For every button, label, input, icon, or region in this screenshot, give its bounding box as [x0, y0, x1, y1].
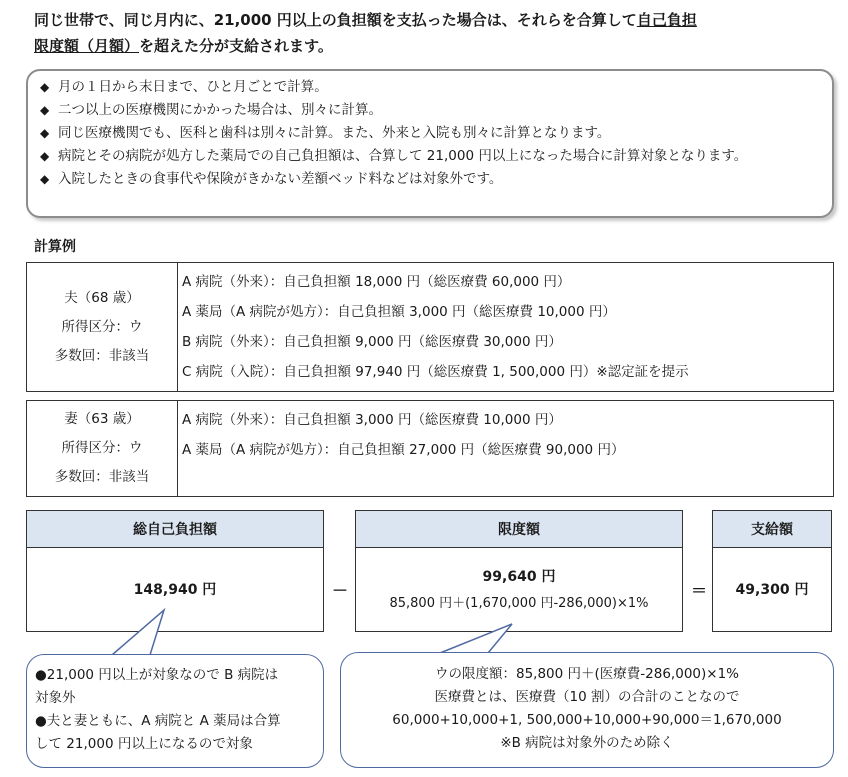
diamond-bullet-icon: ◆	[40, 149, 50, 163]
payout-value: 49,300 円	[712, 548, 832, 632]
callout-right: ウの限度額：85,800 円＋(医療費-286,000)×1% 医療費とは、医療費（10 割）の合計のことなので 60,000+10,000+1, 500,000+10,000+90,000＝1,670,000 ※B 病院は対象外のため除く	[340, 652, 834, 768]
calc-example-label: 計算例	[34, 239, 76, 255]
total-header: 総自己負担額	[26, 510, 324, 548]
note-item: ◆ 月の１日から末日まで、ひと月ごとで計算。	[40, 76, 820, 99]
heading-underlined-2: 限度額（月額）	[34, 37, 140, 55]
diamond-bullet-icon: ◆	[40, 80, 50, 94]
diamond-bullet-icon: ◆	[40, 103, 50, 117]
callout-left: ●21,000 円以上が対象なので B 病院は 対象外 ●夫と妻ともに、A 病院と A 薬局は合算 して 21,000 円以上になるので対象	[26, 654, 324, 768]
husband-info: 夫（68 歳） 所得区分：ウ 多数回：非該当	[27, 263, 178, 392]
diamond-bullet-icon: ◆	[40, 126, 50, 140]
list-item: A 薬局（A 病院が処方）：自己負担額 3,000 円（総医療費 10,000 円）	[182, 304, 616, 320]
limit-header: 限度額	[355, 510, 683, 548]
heading-text-1: 同じ世帯で、同じ月内に、21,000 円以上の負担額を支払った場合は、それらを合算して	[34, 11, 637, 29]
note-item: ◆ 病院とその病院が処方した薬局での自己負担額は、合算して 21,000 円以上になった場合に計算対象となります。	[40, 145, 820, 168]
minus-sign: －	[332, 581, 349, 600]
note-item: ◆ 二つ以上の医療機関にかかった場合は、別々に計算。	[40, 99, 820, 122]
equals-sign: ＝	[691, 581, 708, 600]
limit-formula: 85,800 円＋(1,670,000 円-286,000)×1%	[389, 596, 649, 611]
note-item: ◆ 入院したときの食事代や保険がきかない差額ベッド料などは対象外です。	[40, 168, 820, 191]
diamond-bullet-icon: ◆	[40, 172, 50, 186]
list-item: A 薬局（A 病院が処方）：自己負担額 27,000 円（総医療費 90,000 円）	[182, 442, 625, 458]
limit-value: 99,640 円	[482, 569, 556, 585]
payout-header: 支給額	[712, 510, 832, 548]
total-value: 148,940 円	[26, 548, 324, 632]
heading-text-2: を超えた分が支給されます。	[139, 37, 333, 55]
list-item: A 病院（外来）：自己負担額 18,000 円（総医療費 60,000 円）	[182, 274, 571, 290]
wife-info: 妻（63 歳） 所得区分：ウ 多数回：非該当	[27, 401, 178, 497]
list-item: A 病院（外来）：自己負担額 3,000 円（総医療費 10,000 円）	[182, 412, 562, 428]
heading-underlined-1: 自己負担	[636, 11, 697, 29]
list-item: C 病院（入院）：自己負担額 97,940 円（総医療費 1, 500,000 円）※認定証を提示	[182, 364, 689, 380]
list-item: B 病院（外来）：自己負担額 9,000 円（総医療費 30,000 円）	[182, 334, 562, 350]
note-item: ◆ 同じ医療機関でも、医科と歯科は別々に計算。また、外来と入院も別々に計算となります。	[40, 122, 820, 145]
